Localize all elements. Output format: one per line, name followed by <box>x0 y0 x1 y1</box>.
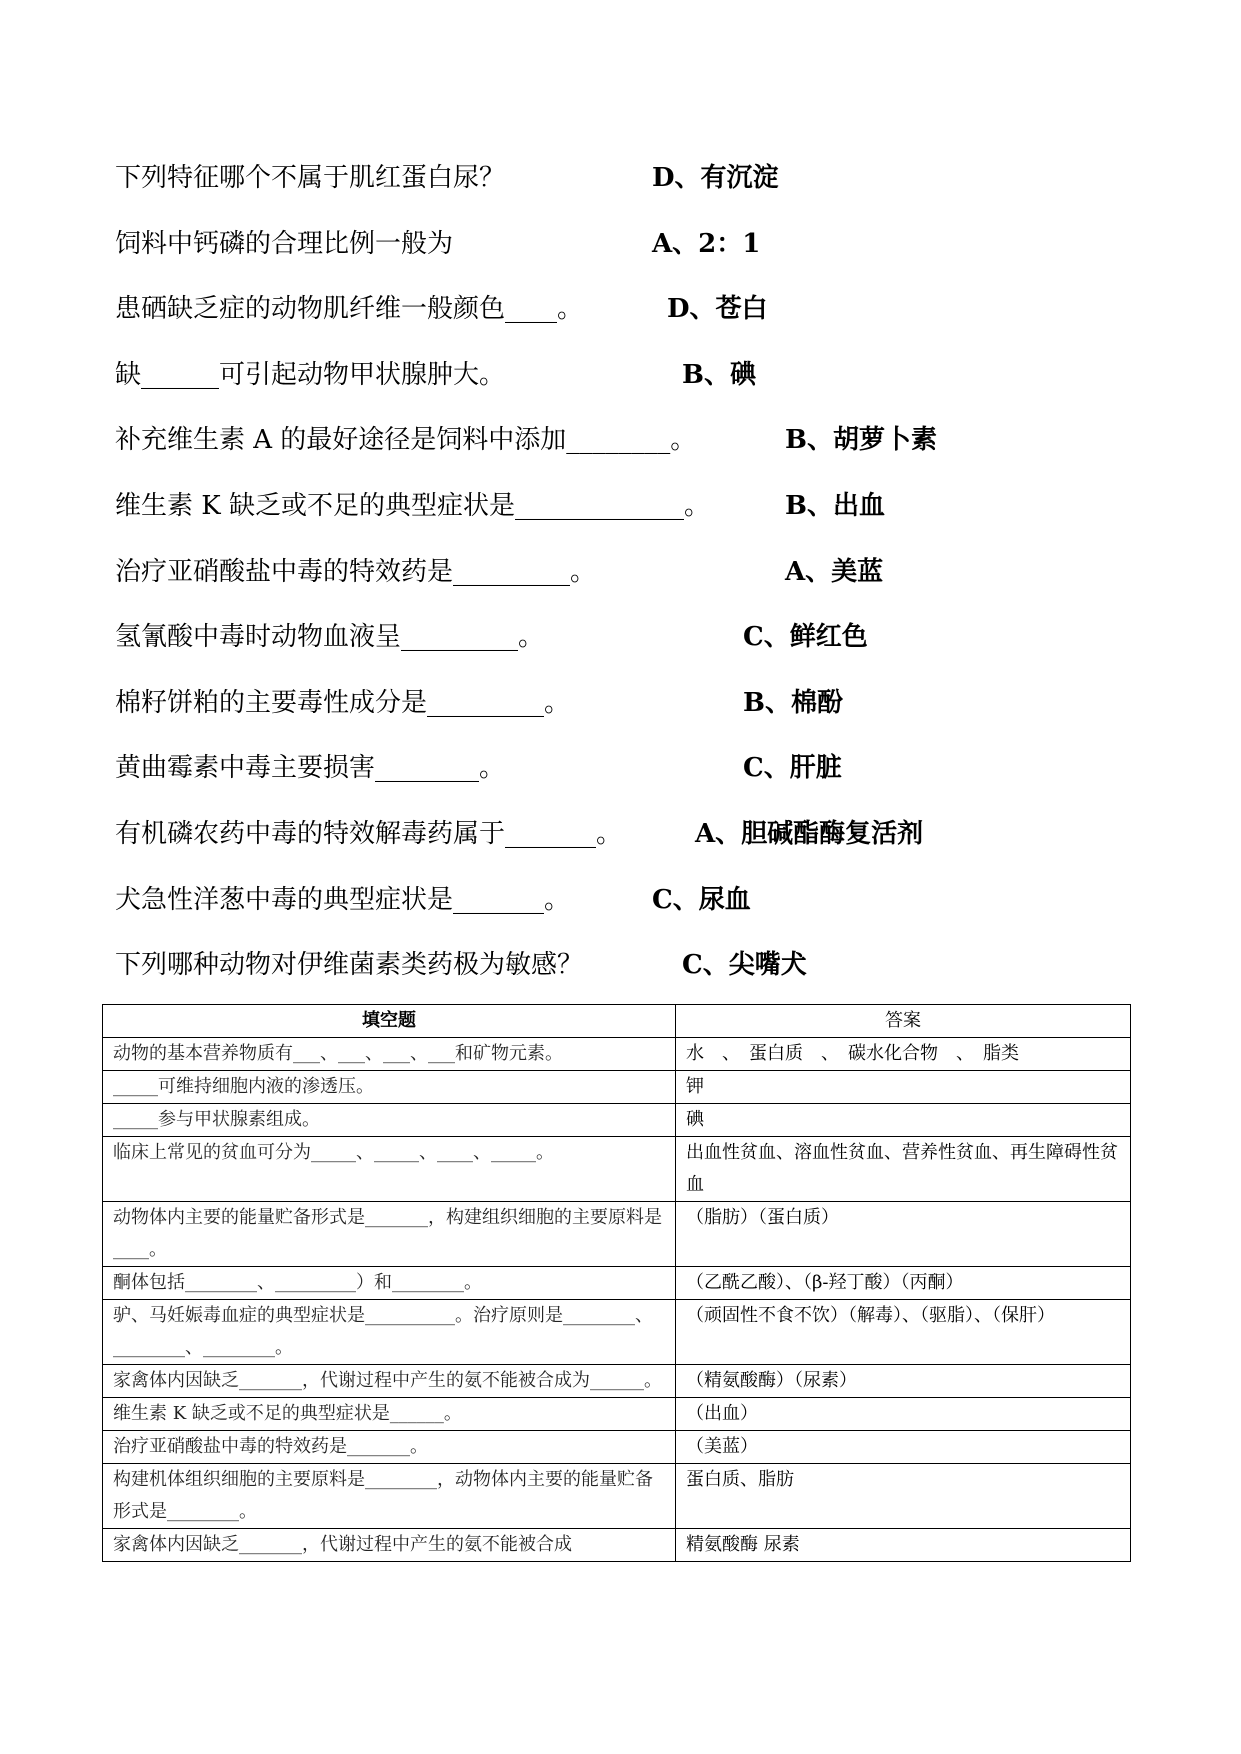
qa-line <box>115 160 1135 226</box>
answer-cell: 出血性贫血、溶血性贫血、营养性贫血、再生障碍性贫血 <box>676 1137 1131 1202</box>
table-row <box>103 1464 1131 1529</box>
table-row <box>103 1529 1131 1562</box>
answer-text: D、有沉淀 <box>652 163 779 193</box>
question-cell: 家禽体内因缺乏_______，代谢过程中产生的氨不能被合成 <box>103 1529 676 1562</box>
question-text: 犬急性洋葱中毒的典型症状是_______。 <box>115 884 571 915</box>
question-cell: _____可维持细胞内液的渗透压。 <box>103 1071 676 1104</box>
qa-line <box>115 816 1135 882</box>
answer-text: B、胡萝卜素 <box>785 425 937 456</box>
multiple-choice-list <box>115 160 1135 1013</box>
fill-in-blank-table <box>102 1004 1131 1562</box>
answer-text: A、2：1 <box>652 228 761 259</box>
question-cell: 家禽体内因缺乏_______，代谢过程中产生的氨不能被合成为______。 <box>103 1365 676 1398</box>
answer-text: C、尖嘴犬 <box>682 950 807 981</box>
table-row <box>103 1431 1131 1464</box>
answer-cell: 水 、 蛋白质 、 碳水化合物 、 脂类 <box>676 1038 1131 1071</box>
question-cell: 酮体包括________、_________）和________。 <box>103 1267 676 1300</box>
question-text: 有机磷农药中毒的特效解毒药属于_______。 <box>115 818 623 849</box>
answer-cell: （美蓝） <box>676 1431 1131 1464</box>
question-column-header: 填空题 <box>103 1005 676 1038</box>
question-cell: 动物体内主要的能量贮备形式是_______，构建组织细胞的主要原料是____。 <box>103 1202 676 1267</box>
answer-text: A、胆碱酯酶复活剂 <box>695 818 924 849</box>
question-text: 黄曲霉素中毒主要损害________。 <box>115 753 506 784</box>
table-row <box>103 1038 1131 1071</box>
question-text: 患硒缺乏症的动物肌纤维一般颜色____。 <box>115 294 584 325</box>
answer-cell: （顽固性不食不饮）（解毒）、（驱脂）、（保肝） <box>676 1300 1131 1365</box>
qa-line <box>115 947 1135 1013</box>
table-row <box>103 1071 1131 1104</box>
answer-cell: （乙酰乙酸）、（β-羟丁酸）（丙酮） <box>676 1267 1131 1300</box>
question-cell: 临床上常见的贫血可分为_____、_____、____、_____。 <box>103 1137 676 1202</box>
question-text: 氢氰酸中毒时动物血液呈_________。 <box>115 622 545 653</box>
answer-column-header: 答案 <box>676 1005 1131 1038</box>
question-cell: 驴、马妊娠毒血症的典型症状是__________。治疗原则是________、________、________。 <box>103 1300 676 1365</box>
answer-text: C、肝脏 <box>743 753 842 784</box>
question-text: 棉籽饼粕的主要毒性成分是_________。 <box>115 687 571 718</box>
question-cell: 治疗亚硝酸盐中毒的特效药是_______。 <box>103 1431 676 1464</box>
answer-cell: （脂肪）（蛋白质） <box>676 1202 1131 1267</box>
answer-text: C、尿血 <box>652 884 751 915</box>
answer-cell: （出血） <box>676 1398 1131 1431</box>
table-row <box>103 1365 1131 1398</box>
question-text: 补充维生素 A 的最好途径是饲料中添加________。 <box>115 425 697 456</box>
answer-cell: 蛋白质、脂肪 <box>676 1464 1131 1529</box>
answer-text: B、棉酚 <box>743 687 843 718</box>
answer-text: D、苍白 <box>667 294 768 325</box>
qa-line <box>115 488 1135 554</box>
answer-text: A、美蓝 <box>785 556 884 587</box>
answer-cell: 精氨酸酶 尿素 <box>676 1529 1131 1562</box>
answer-text: C、鲜红色 <box>743 622 868 653</box>
answer-cell: 碘 <box>676 1104 1131 1137</box>
table-header-row <box>103 1005 1131 1038</box>
qa-line <box>115 685 1135 751</box>
question-text: 饲料中钙磷的合理比例一般为 <box>115 228 454 259</box>
table-row <box>103 1398 1131 1431</box>
answer-text: B、碘 <box>682 359 756 390</box>
qa-line <box>115 357 1135 423</box>
qa-line <box>115 226 1135 292</box>
question-text: 维生素 K 缺乏或不足的典型症状是_____________。 <box>115 490 710 521</box>
table-row <box>103 1137 1131 1202</box>
qa-line <box>115 554 1135 620</box>
qa-line <box>115 422 1135 488</box>
question-cell: _____参与甲状腺素组成。 <box>103 1104 676 1137</box>
answer-cell: 钾 <box>676 1071 1131 1104</box>
answer-text: B、出血 <box>785 490 885 521</box>
answer-cell: （精氨酸酶）（尿素） <box>676 1365 1131 1398</box>
question-cell: 构建机体组织细胞的主要原料是________，动物体内主要的能量贮备形式是________。 <box>103 1464 676 1529</box>
qa-line <box>115 619 1135 685</box>
question-text: 缺______可引起动物甲状腺肿大。 <box>115 359 506 390</box>
table-row <box>103 1202 1131 1267</box>
question-text: 下列哪种动物对伊维菌素类药极为敏感？ <box>115 950 584 981</box>
qa-line <box>115 291 1135 357</box>
question-cell: 动物的基本营养物质有___、___、___、___和矿物元素。 <box>103 1038 676 1071</box>
question-text: 治疗亚硝酸盐中毒的特效药是_________。 <box>115 556 597 587</box>
question-text: 下列特征哪个不属于肌红蛋白尿？ <box>115 163 506 193</box>
table-row <box>103 1267 1131 1300</box>
qa-line <box>115 750 1135 816</box>
qa-line <box>115 882 1135 948</box>
table-row <box>103 1104 1131 1137</box>
table-row <box>103 1300 1131 1365</box>
question-cell: 维生素 K 缺乏或不足的典型症状是______。 <box>103 1398 676 1431</box>
